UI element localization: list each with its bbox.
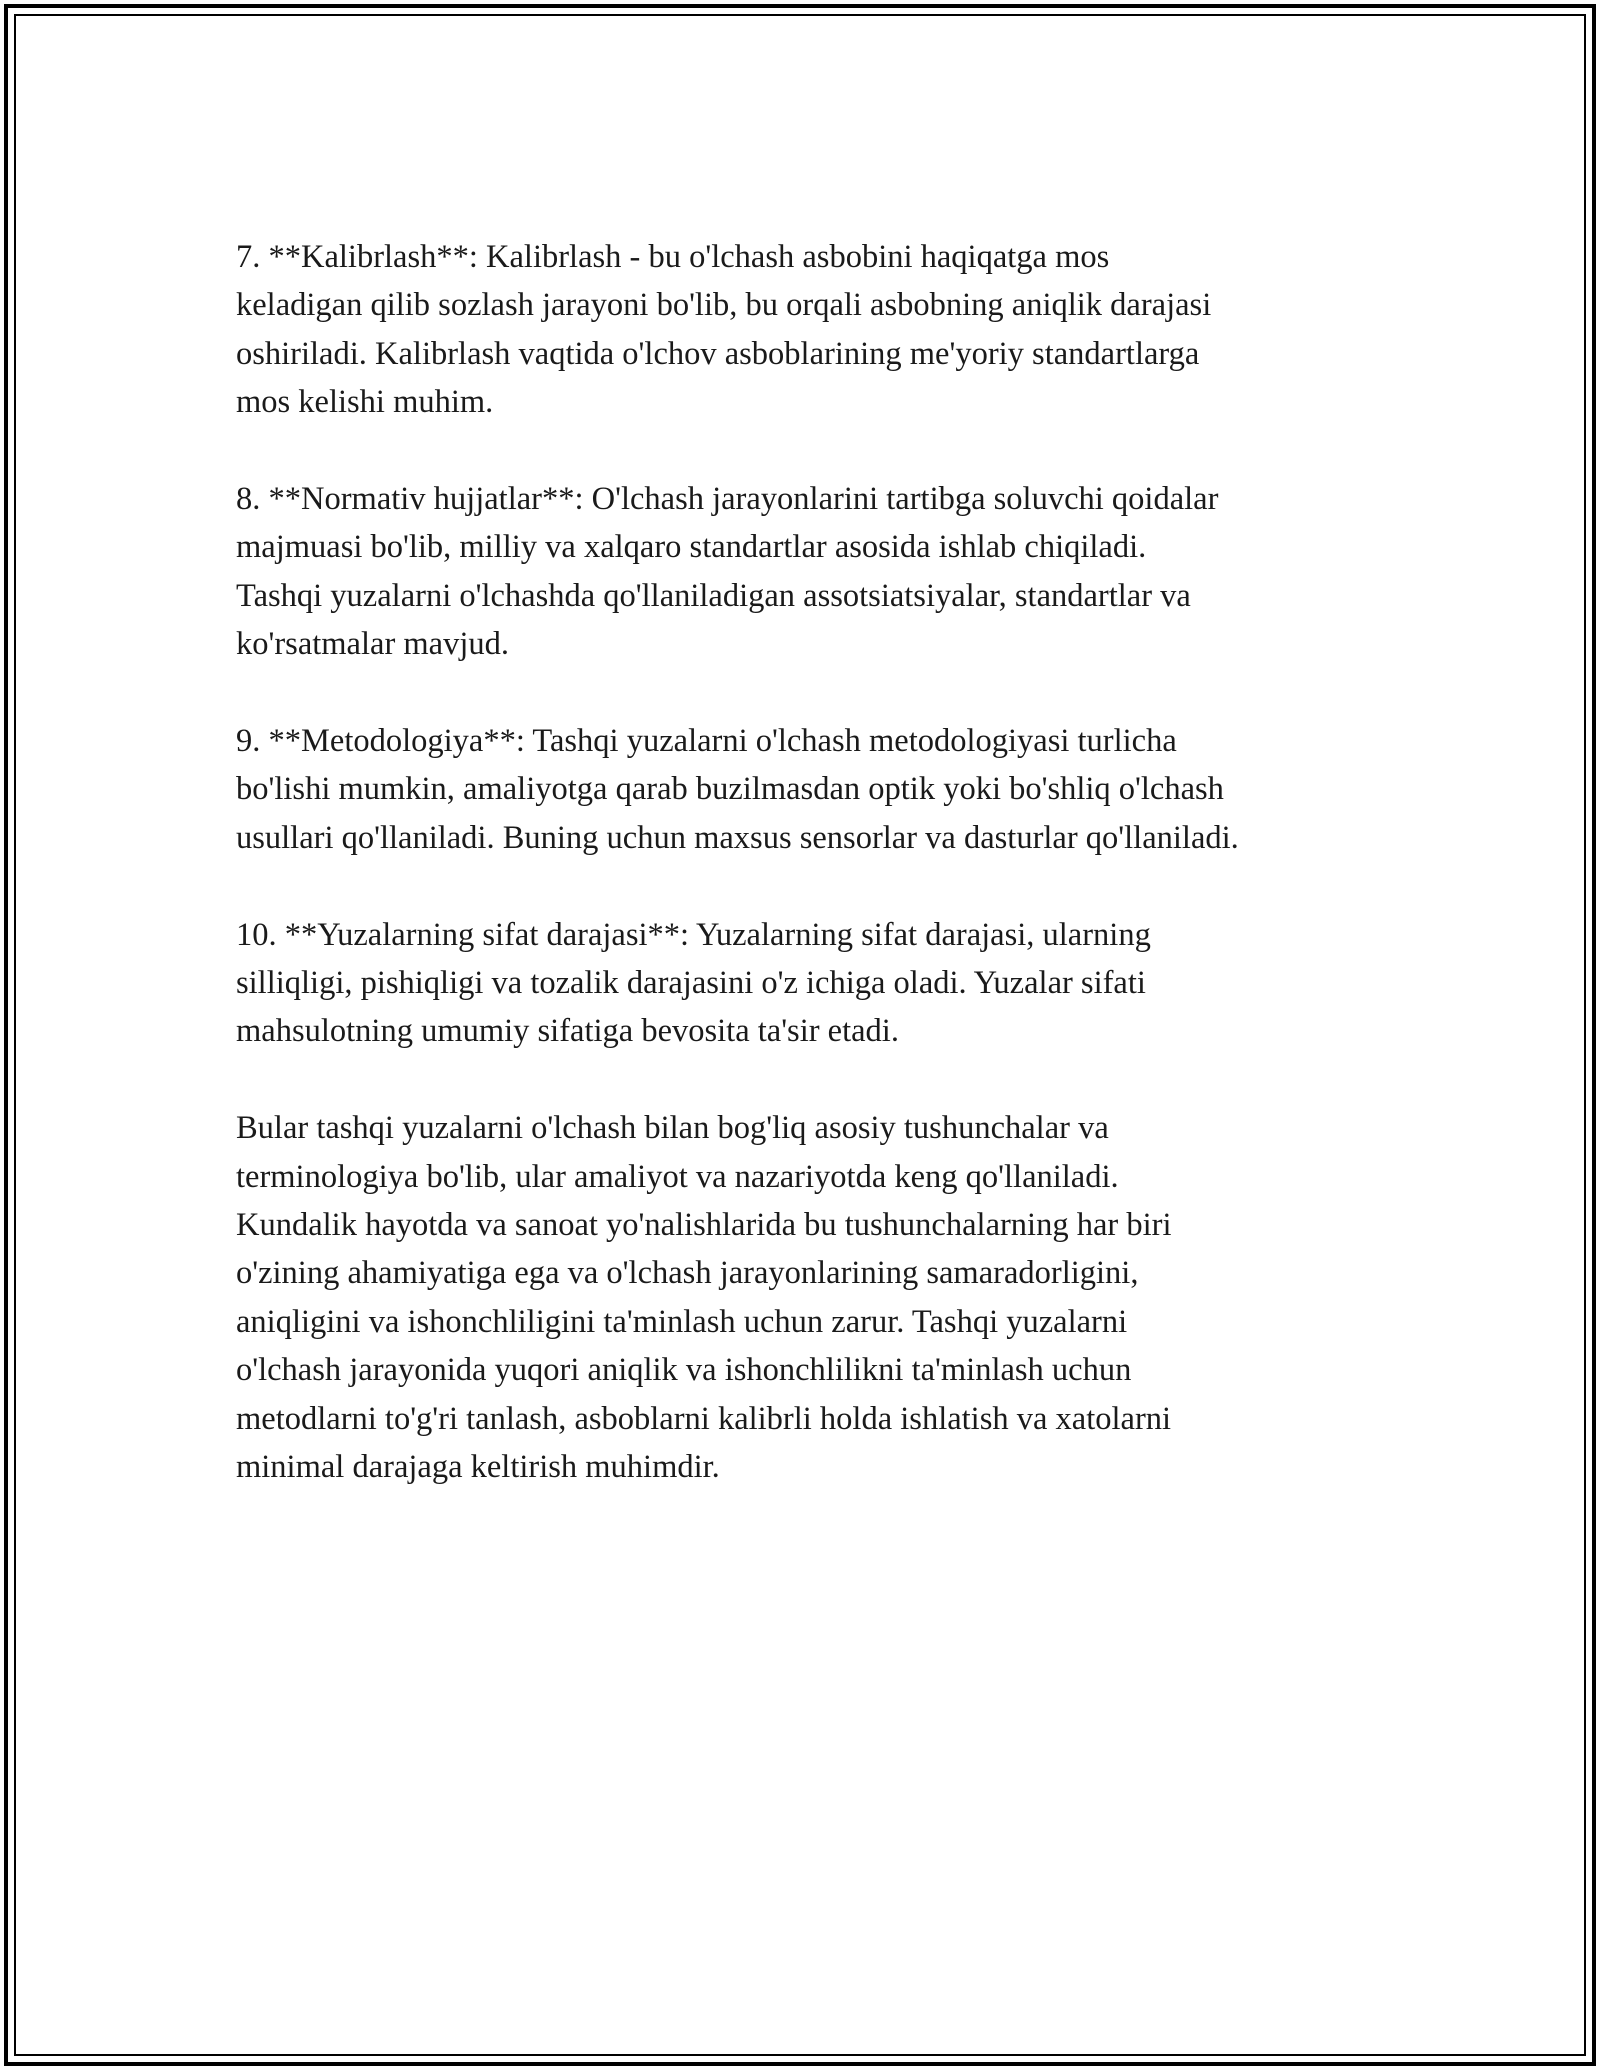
text-line: Bular tashqi yuzalarni o'lchash bilan bog'liq asosiy tushunchalar va [236,1110,1109,1147]
text-line: terminologiya bo'lib, ular amaliyot va nazariyotda keng qo'llaniladi. [236,1158,1119,1195]
text-line: 7. **Kalibrlash**: Kalibrlash - bu o'lchash asbobini haqiqatga mos [236,239,1110,275]
text-line: oshiriladi. Kalibrlash vaqtida o'lchov asboblarining me'yoriy standartlarga [236,335,1200,372]
paragraph-yuzalarning-sifat-darajasi [236,911,1396,1056]
text-line: silliqligi, pishiqligi va tozalik darajasini o'z ichiga oladi. Yuzalar sifati [236,965,1146,1002]
text-line: mahsulotning umumiy sifatiga bevosita ta'sir etadi. [236,1013,899,1050]
text-line: keladigan qilib sozlash jarayoni bo'lib, bu orqali asbobning aniqlik darajasi [236,287,1212,324]
document-body [236,233,1396,1492]
text-line: ko'rsatmalar mavjud. [236,626,509,663]
paragraph-metodologiya [236,717,1396,862]
text-line: Kundalik hayotda va sanoat yo'nalishlarida bu tushunchalarning har biri [236,1207,1172,1244]
text-line: minimal darajaga keltirish muhimdir. [236,1449,720,1486]
text-line: mos kelishi muhim. [236,384,494,421]
text-line: 10. **Yuzalarning sifat darajasi**: Yuzalarning sifat darajasi, ularning [236,916,1151,953]
text-line: 9. **Metodologiya**: Tashqi yuzalarni o'lchash metodologiyasi turlicha [236,723,1177,760]
text-line: aniqligini va ishonchliligini ta'minlash uchun zarur. Tashqi yuzalarni [236,1303,1128,1340]
text-line: 8. **Normativ hujjatlar**: O'lchash jarayonlarini tartibga soluvchi qoidalar [236,481,1219,518]
text-line: majmuasi bo'lib, milliy va xalqaro standartlar asosida ishlab chiqiladi. [236,529,1147,566]
paragraph-kalibrlash [236,233,1396,427]
paragraph-normativ-hujjatlar [236,475,1396,669]
text-line: Tashqi yuzalarni o'lchashda qo'llaniladigan assotsiatsiyalar, standartlar va [236,577,1191,614]
text-line: usullari qo'llaniladi. Buning uchun maxsus sensorlar va dasturlar qo'llaniladi. [236,819,1239,856]
text-line: o'lchash jarayonida yuqori aniqlik va ishonchlilikni ta'minlash uchun [236,1352,1132,1389]
text-line: metodlarni to'g'ri tanlash, asboblarni kalibrli holda ishlatish va xatolarni [236,1400,1172,1437]
paragraph-conclusion [236,1104,1396,1491]
text-line: o'zining ahamiyatiga ega va o'lchash jarayonlarining samaradorligini, [236,1255,1139,1292]
text-line: bo'lishi mumkin, amaliyotga qarab buzilmasdan optik yoki bo'shliq o'lchash [236,771,1224,808]
